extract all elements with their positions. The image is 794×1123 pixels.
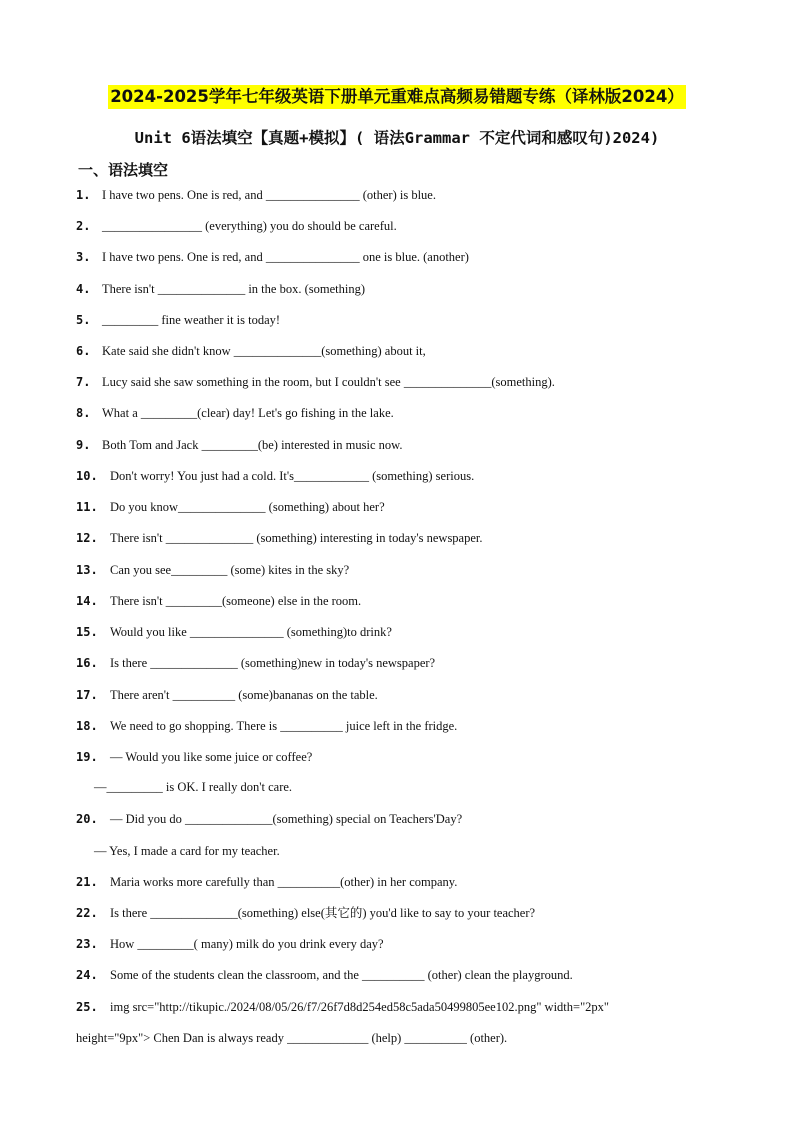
- question-number: 19.: [76, 750, 98, 764]
- question-number: 16.: [76, 656, 98, 670]
- question-number: 3.: [76, 250, 91, 264]
- title-wrapper: [0, 85, 794, 109]
- question-number: 7.: [76, 375, 91, 389]
- question-number: 8.: [76, 406, 91, 420]
- question-text: Lucy said she saw something in the room, but I couldn't see ______________(something).: [102, 375, 555, 389]
- question-text: img src="http://tikupic./2024/08/05/26/f7/26f7d8d254ed58c5ada50499805ee102.png" width="2px": [110, 1000, 610, 1014]
- question-text: How _________( many) milk do you drink every day?: [110, 937, 384, 951]
- question-number: 24.: [76, 968, 98, 982]
- question-text: I have two pens. One is red, and _______________ one is blue. (another): [102, 250, 469, 264]
- question-text: Don't worry! You just had a cold. It's____________ (something) serious.: [110, 469, 475, 483]
- question-number: 15.: [76, 625, 98, 639]
- question-item: [76, 186, 436, 204]
- question-item: [76, 904, 535, 922]
- question-text: There isn't _________(someone) else in the room.: [110, 594, 362, 608]
- question-item: [76, 592, 361, 610]
- question-number: 12.: [76, 531, 98, 545]
- question-text: — Did you do ______________(something) special on Teachers'Day?: [110, 812, 463, 826]
- question-number: 6.: [76, 344, 91, 358]
- question-item: [76, 217, 397, 235]
- question-item: [76, 529, 483, 547]
- question-number: 23.: [76, 937, 98, 951]
- question-item: [76, 748, 312, 766]
- question-number: 25.: [76, 1000, 98, 1014]
- question-text: Both Tom and Jack _________(be) interested in music now.: [102, 438, 403, 452]
- question-item: [76, 498, 385, 516]
- question-number: 14.: [76, 594, 98, 608]
- question-text: Do you know______________ (something) about her?: [110, 500, 385, 514]
- question-text: Would you like _______________ (something)to drink?: [110, 625, 392, 639]
- question-text: ________________ (everything) you do should be careful.: [102, 219, 397, 233]
- question-number: 22.: [76, 906, 98, 920]
- question-item: [76, 342, 426, 360]
- question-text: _________ fine weather it is today!: [102, 313, 281, 327]
- question-item: [76, 436, 402, 454]
- question-number: 1.: [76, 188, 91, 202]
- question-text: Kate said she didn't know ______________(something) about it,: [102, 344, 426, 358]
- section-heading: 一、语法填空: [78, 161, 169, 179]
- question-item: [76, 966, 573, 984]
- question-text: Is there ______________ (something)new in today's newspaper?: [110, 656, 436, 670]
- question-item: [76, 873, 457, 891]
- question-item: [76, 561, 349, 579]
- question-item: [76, 311, 280, 329]
- question-number: 2.: [76, 219, 91, 233]
- question-text: There isn't ______________ (something) interesting in today's newspaper.: [110, 531, 483, 545]
- question-number: 20.: [76, 812, 98, 826]
- question-item: [76, 810, 462, 828]
- question-item: [76, 686, 378, 704]
- question-text: What a _________(clear) day! Let's go fishing in the lake.: [102, 406, 394, 420]
- question-text: I have two pens. One is red, and _______________ (other) is blue.: [102, 188, 436, 202]
- question-number: 5.: [76, 313, 91, 327]
- question-item: [76, 623, 392, 641]
- question-item: [76, 654, 435, 672]
- question-item: [76, 280, 365, 298]
- question-number: 18.: [76, 719, 98, 733]
- question-number: 9.: [76, 438, 91, 452]
- question-20-continuation: — Yes, I made a card for my teacher.: [94, 844, 280, 858]
- question-text: We need to go shopping. There is __________ juice left in the fridge.: [110, 719, 458, 733]
- question-text: — Would you like some juice or coffee?: [110, 750, 313, 764]
- question-item: [76, 717, 457, 735]
- question-item: [76, 248, 469, 266]
- question-text: There aren't __________ (some)bananas on the table.: [110, 688, 378, 702]
- question-text: Can you see_________ (some) kites in the sky?: [110, 563, 350, 577]
- question-19-continuation: —_________ is OK. I really don't care.: [94, 780, 293, 794]
- question-number: 10.: [76, 469, 98, 483]
- question-text: Some of the students clean the classroom, and the __________ (other) clean the playground.: [110, 968, 573, 982]
- question-number: 17.: [76, 688, 98, 702]
- question-text: There isn't ______________ in the box. (something): [102, 282, 365, 296]
- question-item: [76, 467, 474, 485]
- question-number: 21.: [76, 875, 98, 889]
- unit-subtitle: Unit 6语法填空【真题+模拟】( 语法Grammar 不定代词和感叹句)2024): [134, 129, 660, 147]
- question-item: [76, 373, 555, 391]
- question-text: Is there ______________(something) else(其它的) you'd like to say to your teacher?: [110, 906, 536, 920]
- question-number: 11.: [76, 500, 98, 514]
- question-25-continuation: height="9px"> Chen Dan is always ready _____________ (help) __________ (other).: [76, 1031, 508, 1045]
- question-item: [76, 935, 384, 953]
- question-number: 13.: [76, 563, 98, 577]
- question-number: 4.: [76, 282, 91, 296]
- question-text: Maria works more carefully than __________(other) in her company.: [110, 875, 458, 889]
- question-item: [76, 998, 609, 1016]
- page-title: 2024-2025学年七年级英语下册单元重难点高频易错题专练（译林版2024）: [108, 85, 686, 109]
- question-item: [76, 404, 394, 422]
